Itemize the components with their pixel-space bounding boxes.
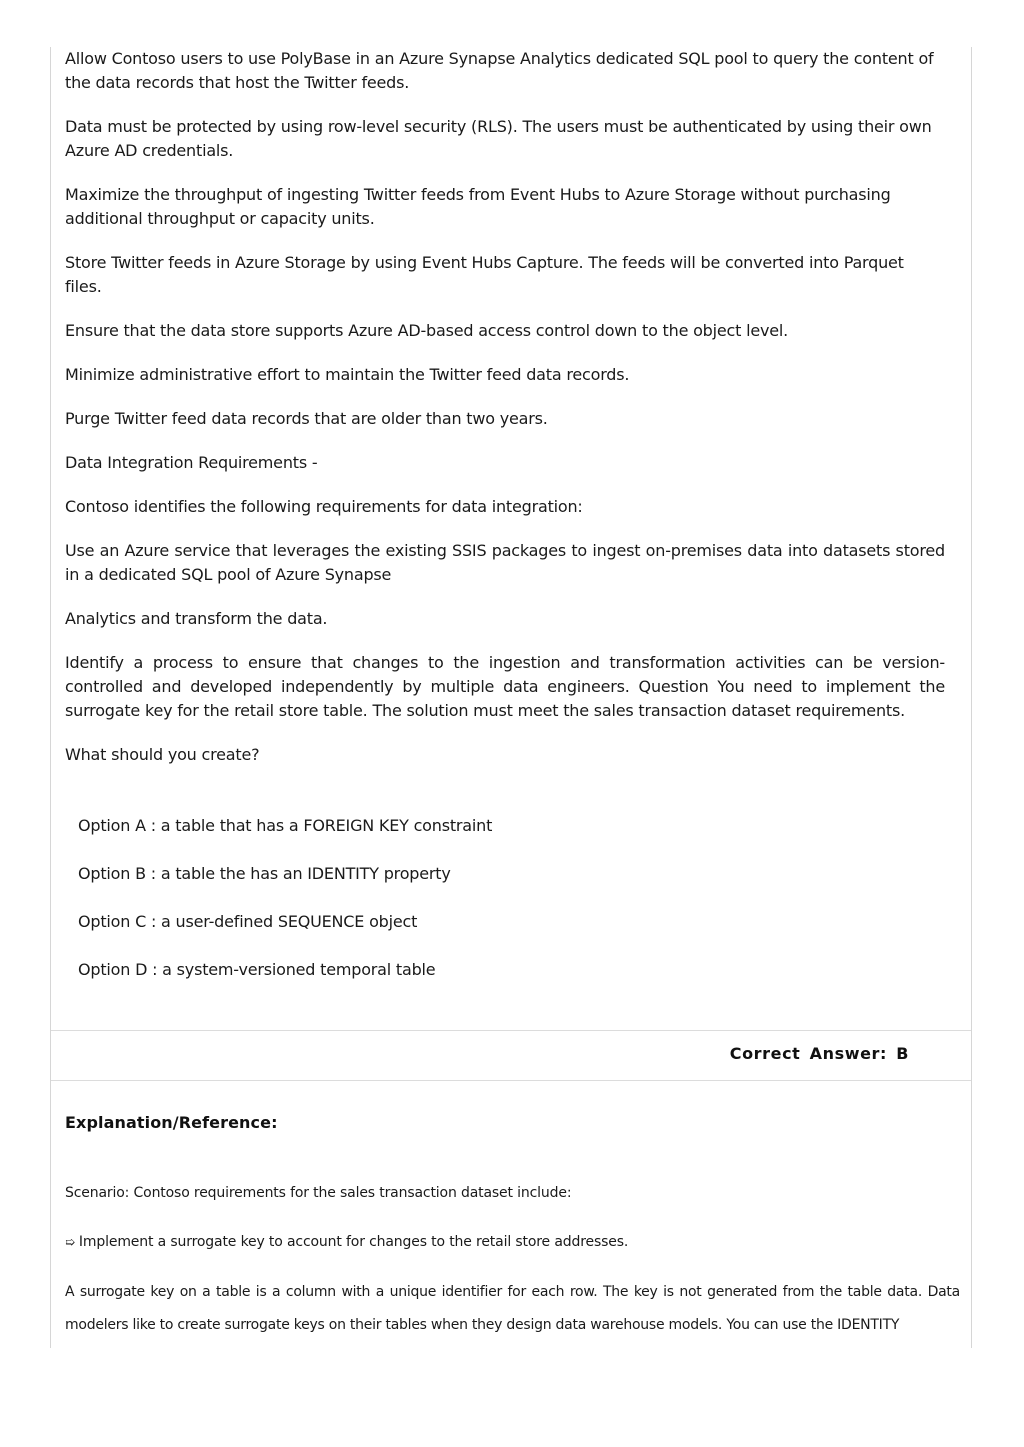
arrow-icon: ➯ [65,1235,75,1249]
question-prompt: What should you create? [65,745,260,764]
paragraph-analytics: Analytics and transform the data. [65,609,328,628]
option-b[interactable]: Option B : a table the has an IDENTITY property [78,864,451,883]
paragraph-throughput: Maximize the throughput of ingesting Twitter feeds from Event Hubs to Azure Storage without purchasing additional throughput or capacity units. [65,185,891,228]
paragraph-rls: Data must be protected by using row-level security (RLS). The users must be authenticated by using their own Azure AD credentials. [65,117,932,160]
correct-answer: Correct Answer: B [729,1044,909,1063]
paragraph-integration-intro: Contoso identifies the following requirements for data integration: [65,497,583,516]
option-a[interactable]: Option A : a table that has a FOREIGN KEY constraint [78,816,493,835]
explanation-body: A surrogate key on a table is a column with a unique identifier for each row. The key is not generated from the table data. Data modelers like to create surrogate keys on their tables when they design data warehouse models. You can use the IDENTITY [65,1284,960,1333]
paragraph-question: Identify a process to ensure that changes to the ingestion and transformation activities can be version-controlled and developed independently by multiple data engineers. Question You need to implement the surrogate key for the retail store table. The solution must meet the sales transaction dataset requirements. [65,653,945,720]
explanation-title: Explanation/Reference: [65,1113,278,1132]
paragraph-access-control: Ensure that the data store supports Azure AD-based access control down to the object level. [65,321,789,340]
paragraph-purge: Purge Twitter feed data records that are older than two years. [65,409,548,428]
explanation-bullet-text: Implement a surrogate key to account for changes to the retail store addresses. [78,1234,629,1250]
paragraph-admin-effort: Minimize administrative effort to maintain the Twitter feed data records. [65,365,630,384]
paragraph-polybase: Allow Contoso users to use PolyBase in an Azure Synapse Analytics dedicated SQL pool to query the content of the data records that host the Twitter feeds. [65,49,934,92]
explanation-scenario: Scenario: Contoso requirements for the sales transaction dataset include: [65,1185,572,1201]
paragraph-capture: Store Twitter feeds in Azure Storage by using Event Hubs Capture. The feeds will be converted into Parquet files. [65,253,904,296]
correct-answer-bar [51,1030,971,1081]
section-heading-data-integration: Data Integration Requirements - [65,453,318,472]
paragraph-ssis: Use an Azure service that leverages the existing SSIS packages to ingest on-premises data into datasets stored in a dedicated SQL pool of Azure Synapse [65,541,945,584]
answer-options [78,814,938,1006]
option-d[interactable]: Option D : a system-versioned temporal table [78,960,436,979]
option-c[interactable]: Option C : a user-defined SEQUENCE object [78,912,418,931]
explanation-bullet [65,1226,960,1259]
question-body [65,47,945,767]
